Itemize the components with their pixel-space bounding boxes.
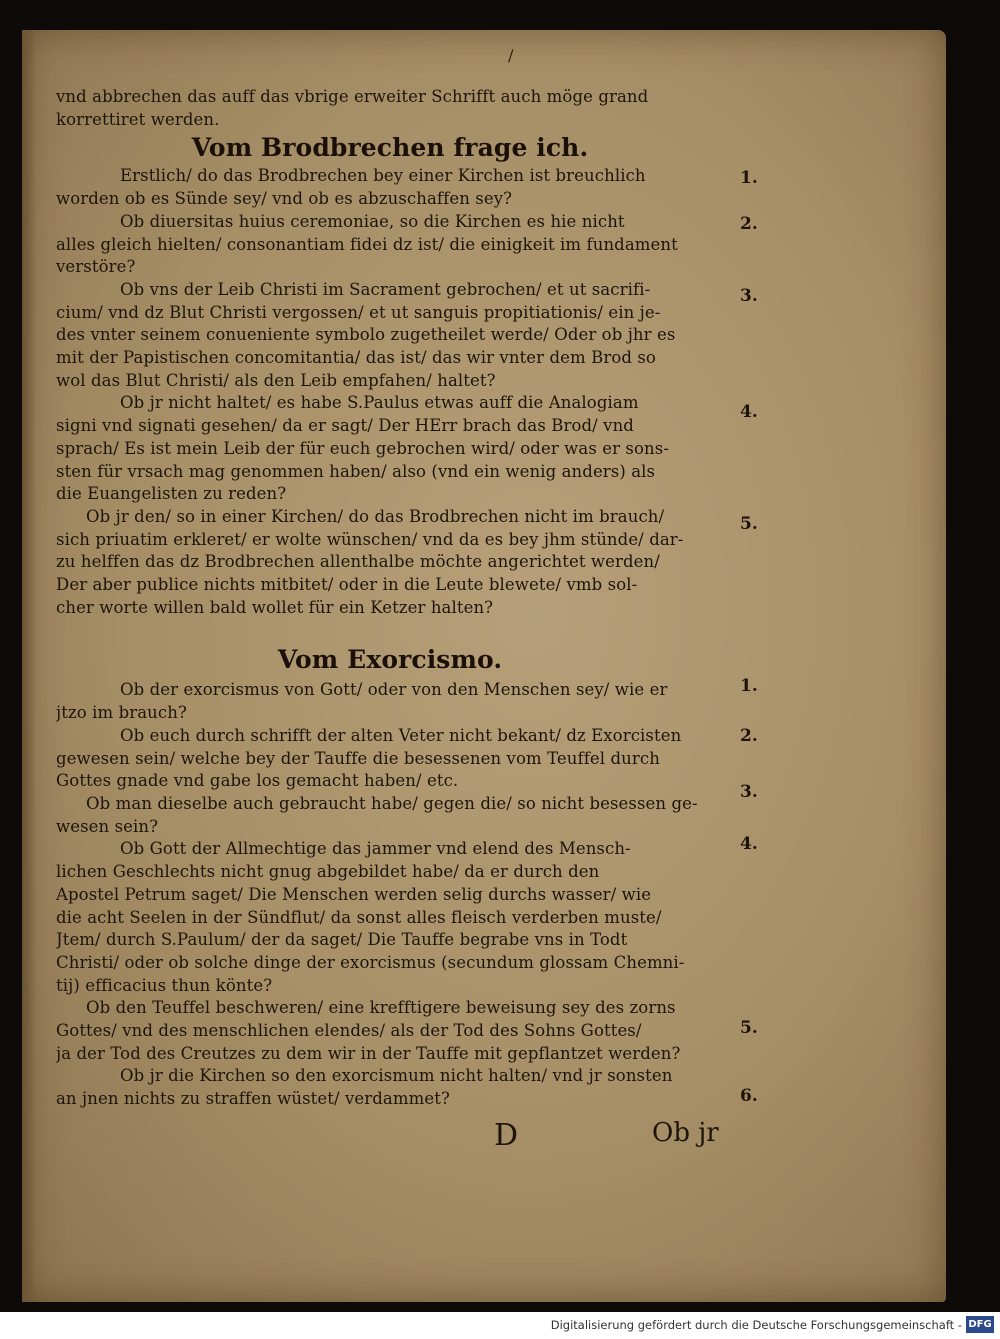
text-line: Erstlich/ do das Brodbrechen bey einer Kirchen ist breuchlich	[120, 166, 646, 186]
margin-number: 5.	[740, 514, 758, 534]
text-line: wol das Blut Christi/ als den Leib empfahen/ haltet?	[56, 370, 496, 390]
text-line: Christi/ oder ob solche dinge der exorcismus (secundum glossam Chemni-	[56, 952, 685, 972]
margin-number: 5.	[740, 1018, 758, 1038]
margin-number: 3.	[740, 286, 758, 306]
text-line: Ob den Teuffel beschweren/ eine krefftigere beweisung sey des zorns	[86, 998, 676, 1018]
text-line: Apostel Petrum saget/ Die Menschen werden selig durchs wasser/ wie	[56, 884, 652, 904]
text-line: Gottes gnade vnd gabe los gemacht haben/ etc.	[56, 771, 459, 791]
text-line: vnd abbrechen das auff das vbrige erweiter Schrifft auch möge grand	[56, 87, 649, 106]
body-text	[56, 86, 724, 1111]
text-line: cher worte willen bald wollet für ein Ketzer halten?	[56, 597, 494, 617]
text-line: Ob vns der Leib Christi im Sacrament gebrochen/ et ut sacrifi-	[120, 279, 651, 299]
text-line: Ob jr die Kirchen so den exorcismum nicht halten/ vnd jr sonsten	[120, 1066, 673, 1086]
text-line: verstöre?	[56, 257, 136, 277]
text-line: Gottes/ vnd des menschlichen elendes/ als der Tod des Sohns Gottes/	[56, 1021, 642, 1041]
text-line: sten für vrsach mag genommen haben/ also (vnd ein wenig anders) als	[56, 461, 656, 481]
margin-number: 2.	[740, 726, 758, 746]
text-line: korrettiret werden.	[56, 109, 220, 129]
text-line: sich priuatim erkleret/ er wolte wünschen/ vnd da es bey jhm stünde/ dar-	[56, 529, 684, 549]
section-heading: Vom Brodbrechen frage ich.	[191, 133, 589, 163]
text-line: Ob Gott der Allmechtige das jammer vnd elend des Mensch-	[120, 839, 631, 859]
footer-bar	[0, 1312, 1000, 1339]
text-line: Ob jr nicht haltet/ es habe S.Paulus etwas auff die Analogiam	[120, 393, 639, 413]
margin-number: 6.	[740, 1086, 758, 1106]
margin-number: 4.	[740, 834, 758, 854]
text-line: die acht Seelen in der Sündflut/ da sonst alles fleisch verderben muste/	[56, 907, 662, 927]
text-line: ja der Tod des Creutzes zu dem wir in der Tauffe mit gepflantzet werden?	[56, 1043, 681, 1063]
signature-mark: D	[494, 1118, 519, 1153]
page-gutter-shadow	[22, 30, 36, 1302]
margin-number: 2.	[740, 214, 758, 234]
text-line: jtzo im brauch?	[56, 703, 187, 723]
text-line: wesen sein?	[56, 816, 159, 836]
margin-numbers	[740, 0, 780, 1200]
text-line: zu helffen das dz Brodbrechen allenthalbe möchte angerichtet werden/	[56, 552, 660, 572]
catchword: Ob jr	[652, 1118, 719, 1148]
text-line: Ob euch durch schrifft der alten Veter nicht bekant/ dz Exorcisten	[120, 725, 682, 745]
text-line: Ob man dieselbe auch gebraucht habe/ gegen die/ so nicht besessen ge-	[86, 793, 698, 813]
text-line: Jtem/ durch S.Paulum/ der da saget/ Die Tauffe begrabe vns in Todt	[56, 930, 628, 950]
page-mark: /	[508, 46, 514, 65]
funding-notice: Digitalisierung gefördert durch die Deutsche Forschungsgemeinschaft -	[550, 1318, 962, 1332]
dfg-logo: DFG	[966, 1316, 994, 1333]
text-line: Ob der exorcismus von Gott/ oder von den Menschen sey/ wie er	[120, 680, 668, 700]
text-line: alles gleich hielten/ consonantiam fidei dz ist/ die einigkeit im fundament	[56, 234, 678, 254]
text-line: gewesen sein/ welche bey der Tauffe die besessenen vom Teuffel durch	[56, 748, 660, 768]
margin-number: 3.	[740, 782, 758, 802]
text-line: an jnen nichts zu straffen wüstet/ verdammet?	[56, 1089, 450, 1109]
text-line: tij) efficacius thun könte?	[56, 975, 273, 995]
text-line: cium/ vnd dz Blut Christi vergossen/ et ut sanguis propitiationis/ ein je-	[56, 302, 661, 322]
text-line: die Euangelisten zu reden?	[56, 484, 287, 504]
text-line: mit der Papistischen concomitantia/ das ist/ das wir vnter dem Brod so	[56, 348, 656, 368]
text-line: des vnter seinem conueniente symbolo zugetheilet werde/ Oder ob jhr es	[56, 325, 676, 345]
text-line: worden ob es Sünde sey/ vnd ob es abzuschaffen sey?	[56, 189, 513, 209]
text-line: sprach/ Es ist mein Leib der für euch gebrochen wird/ oder was er sons-	[56, 438, 669, 458]
text-line: signi vnd signati gesehen/ da er sagt/ Der HErr brach das Brod/ vnd	[56, 416, 634, 436]
margin-number: 1.	[740, 168, 758, 188]
margin-number: 1.	[740, 676, 758, 696]
text-line: lichen Geschlechts nicht gnug abgebildet habe/ da er durch den	[56, 862, 600, 882]
text-line: Ob jr den/ so in einer Kirchen/ do das Brodbrechen nicht im brauch/	[86, 506, 665, 526]
text-line: Ob diuersitas huius ceremoniae, so die Kirchen es hie nicht	[120, 211, 625, 231]
margin-number: 4.	[740, 402, 758, 422]
section-heading: Vom Exorcismo.	[277, 645, 503, 675]
text-line: Der aber publice nichts mitbitet/ oder in die Leute blewete/ vmb sol-	[56, 575, 638, 595]
